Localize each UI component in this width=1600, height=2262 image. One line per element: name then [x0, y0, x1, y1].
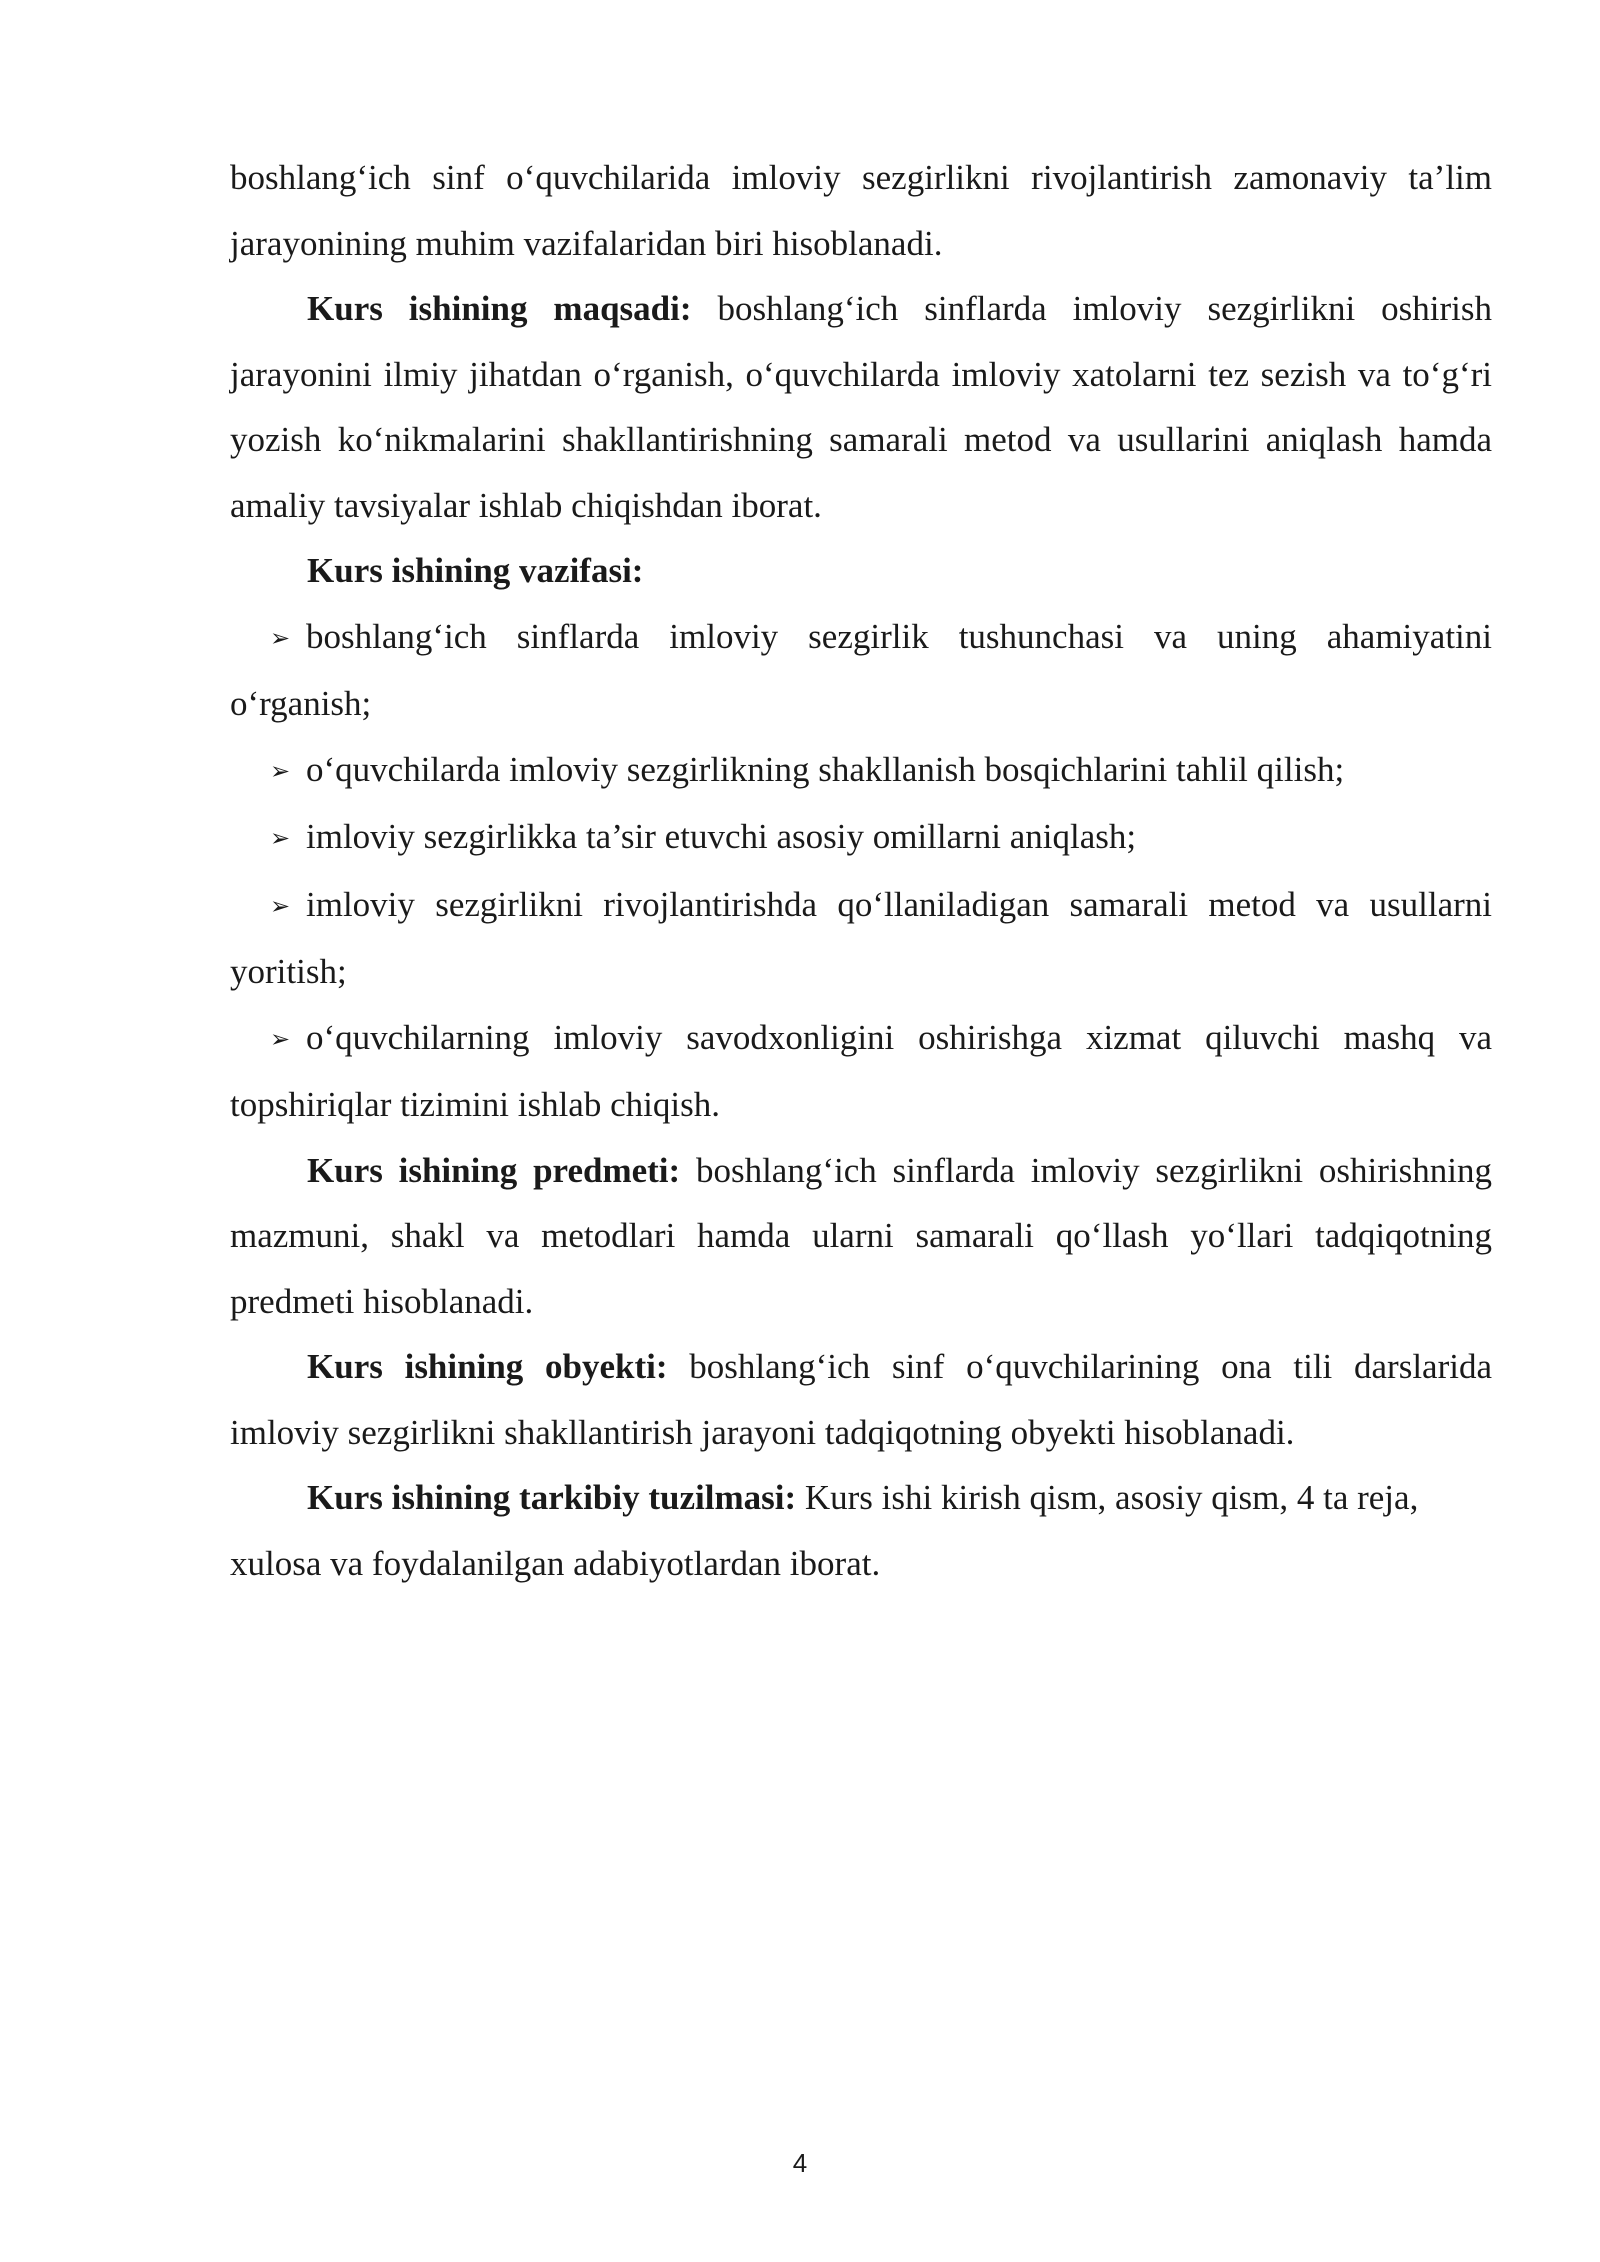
object-label: Kurs ishining obyekti:: [307, 1347, 668, 1386]
arrow-bullet-icon: ➢: [270, 623, 291, 652]
goal-text: boshlang‘ich sinflarda imloviy sezgirlikni oshirish jarayonini ilmiy jihatdan o‘rganish, o‘quvchilarda imloviy xatolarni tez sezish va to‘g‘ri yozish ko‘nikmalarini shakllantirishning samarali metod va usullarini aniqlash hamda amaliy tavsiyalar ishlab chiqishdan iborat.: [230, 289, 1492, 525]
document-page: [230, 145, 1492, 1596]
task-text: o‘quvchilarda imloviy sezgirlikning shakllanish bosqichlarini tahlil qilish;: [306, 749, 1345, 789]
page-number: 4: [792, 2148, 808, 2178]
goal-paragraph: [230, 276, 1492, 538]
arrow-bullet-icon: ➢: [270, 1024, 291, 1053]
arrow-bullet-icon: ➢: [270, 756, 291, 785]
task-item-2: [230, 737, 1492, 805]
task-text: imloviy sezgirlikni rivojlantirishda qo‘llaniladigan samarali metod va usullarni yoritish;: [230, 884, 1492, 991]
task-text: o‘quvchilarning imloviy savodxonligini oshirishga xizmat qiluvchi mashq va topshiriqlar tizimini ishlab chiqish.: [230, 1017, 1492, 1124]
task-item-5: [230, 1005, 1492, 1138]
task-item-3: [230, 804, 1492, 872]
structure-label: Kurs ishining tarkibiy tuzilmasi:: [307, 1478, 797, 1517]
task-item-1: [230, 604, 1492, 737]
task-text: boshlang‘ich sinflarda imloviy sezgirlik tushunchasi va uning ahamiyatini o‘rganish;: [230, 616, 1492, 723]
subject-paragraph: [230, 1138, 1492, 1335]
structure-paragraph: [230, 1465, 1492, 1596]
object-text: boshlang‘ich sinf o‘quvchilarining ona tili darslarida imloviy sezgirlikni shakllantirish jarayoni tadqiqotning obyekti hisoblanadi.: [230, 1347, 1492, 1452]
task-text: imloviy sezgirlikka ta’sir etuvchi asosiy omillarni aniqlash;: [306, 817, 1137, 856]
subject-label: Kurs ishining predmeti:: [307, 1150, 681, 1190]
arrow-bullet-icon: ➢: [270, 824, 291, 852]
subject-text: boshlang‘ich sinflarda imloviy sezgirlikni oshirishning mazmuni, shakl va metodlari hamda ularni samarali qo‘llash yo‘llari tadqiqotning predmeti hisoblanadi.: [230, 1150, 1492, 1321]
structure-text: Kurs ishi kirish qism, asosiy qism, 4 ta reja, xulosa va foydalanilgan adabiyotlardan iborat.: [230, 1478, 1419, 1583]
intro-paragraph: boshlang‘ich sinf o‘quvchilarida imloviy sezgirlikni rivojlantirish zamonaviy ta’lim jarayonining muhim vazifalaridan biri hisoblanadi.: [230, 158, 1492, 263]
arrow-bullet-icon: ➢: [270, 891, 291, 920]
goal-label: Kurs ishining maqsadi:: [307, 289, 692, 328]
object-paragraph: [230, 1334, 1492, 1465]
task-item-4: [230, 872, 1492, 1005]
tasks-heading: Kurs ishining vazifasi:: [307, 551, 644, 590]
